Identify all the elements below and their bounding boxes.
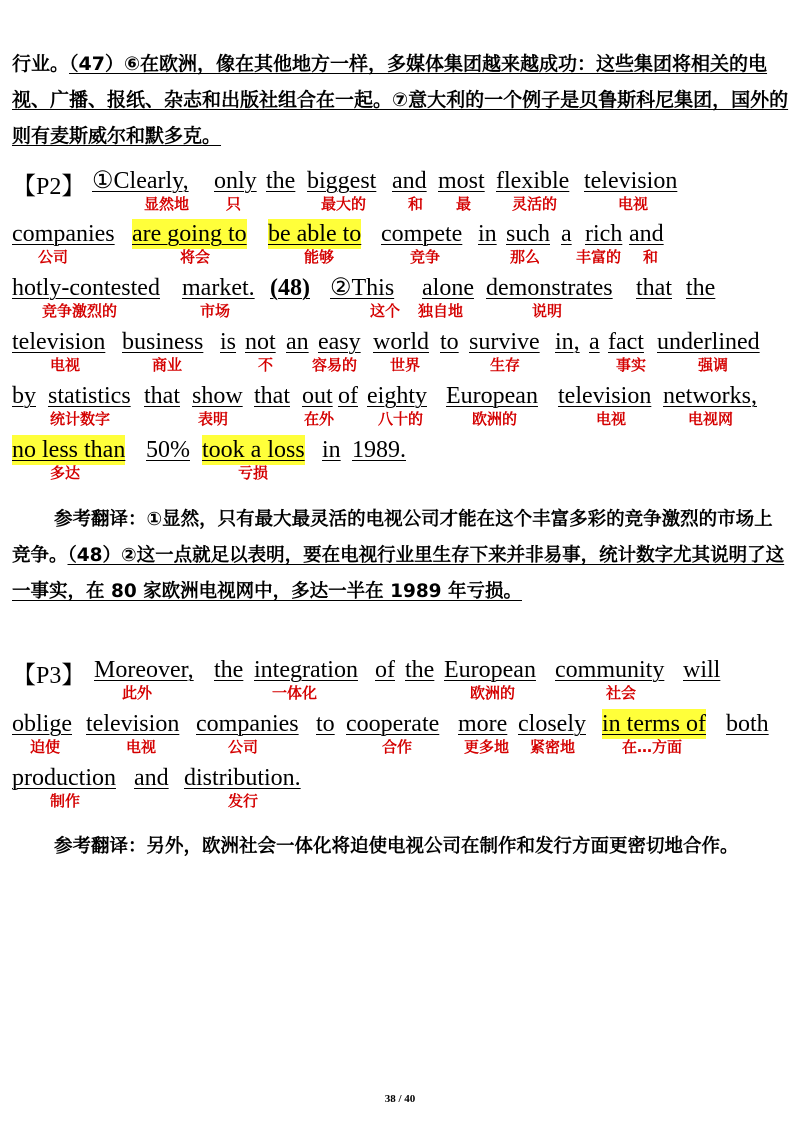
en-word: eighty xyxy=(367,383,427,409)
cn-gloss: 这个 xyxy=(370,302,401,320)
en-word: television xyxy=(12,329,106,355)
cn-gloss: 此外 xyxy=(122,684,153,702)
en-word: statistics xyxy=(48,383,131,409)
p2-line-4 xyxy=(12,327,790,381)
cn-gloss: 不 xyxy=(258,356,274,374)
cn-gloss: 独自地 xyxy=(418,302,464,320)
cn-gloss: 统计数字 xyxy=(50,410,111,428)
en-word: biggest xyxy=(307,168,377,194)
en-word: television xyxy=(584,168,678,194)
translation-label: 参考翻译： xyxy=(54,509,147,530)
en-word: of xyxy=(338,383,358,409)
p1-sentence-7: ⑦意大利的一个例子是贝鲁斯科尼集团，国外的则有麦斯威尔和默多克。 xyxy=(12,89,789,147)
p2-line-6 xyxy=(12,435,790,489)
p1-sentence-47: （47）⑥在欧洲，像在其他地方一样，多媒体集团越来越成功：这些集团将相关的电视、广播、报纸、杂志和出版社组合在一起。 xyxy=(12,53,768,111)
p3-label: 【P3】 xyxy=(12,663,86,689)
en-word: will xyxy=(683,657,721,683)
cn-gloss: 世界 xyxy=(390,356,421,374)
page-separator: / xyxy=(398,1093,402,1105)
cn-gloss: 竞争 xyxy=(410,248,441,266)
cn-gloss: 说明 xyxy=(532,302,563,320)
en-word: European xyxy=(444,657,536,683)
en-phrase-highlight: took a loss xyxy=(202,437,305,463)
cn-gloss: 生存 xyxy=(490,356,521,374)
translation-part-1: ①显然，只有最大最灵活的电视公司才能在这个丰富多彩的竞争激烈的市场上竞争。 xyxy=(12,509,773,566)
cn-gloss: 和 xyxy=(643,248,659,266)
cn-gloss: 发行 xyxy=(228,792,259,810)
p2-line-3 xyxy=(12,273,790,327)
en-word: and xyxy=(392,168,427,194)
page-number: 38 xyxy=(384,1093,396,1105)
p3-translation xyxy=(12,829,790,865)
cn-gloss: 在外 xyxy=(304,410,335,428)
cn-gloss: 灵活的 xyxy=(512,195,558,213)
en-word: is xyxy=(220,329,237,355)
en-phrase-highlight: are going to xyxy=(132,221,247,247)
cn-gloss: 公司 xyxy=(38,248,69,266)
en-word: 50% xyxy=(146,437,190,463)
en-word: show xyxy=(192,383,243,409)
en-word: in xyxy=(478,221,497,247)
en-word: out xyxy=(302,383,333,409)
cn-gloss: 竞争激烈的 xyxy=(42,302,118,320)
cn-gloss: 丰富的 xyxy=(576,248,622,266)
en-phrase-highlight: no less than xyxy=(12,437,126,463)
p2-line-2 xyxy=(12,219,790,273)
en-word: and xyxy=(629,221,664,247)
cn-gloss: 八十的 xyxy=(378,410,424,428)
en-word: business xyxy=(122,329,204,355)
cn-gloss: 事实 xyxy=(616,356,647,374)
en-word: television xyxy=(558,383,652,409)
en-word: a xyxy=(589,329,600,355)
p2-translation xyxy=(12,502,790,610)
en-word: community xyxy=(555,657,665,683)
cn-gloss: 表明 xyxy=(198,410,229,428)
en-word: cooperate xyxy=(346,711,440,737)
cn-gloss: 电视 xyxy=(126,738,157,756)
en-word: underlined xyxy=(657,329,760,355)
en-word: integration xyxy=(254,657,358,683)
en-word: world xyxy=(373,329,429,355)
en-word: to xyxy=(316,711,335,737)
en-word: companies xyxy=(196,711,299,737)
en-word: such xyxy=(506,221,550,247)
en-word: the xyxy=(266,168,296,194)
cn-gloss: 欧洲的 xyxy=(470,684,516,702)
cn-gloss: 迫使 xyxy=(30,738,61,756)
cn-gloss: 电视 xyxy=(618,195,649,213)
cn-gloss: 最大的 xyxy=(321,195,367,213)
en-word: easy xyxy=(318,329,361,355)
page-footer xyxy=(0,1093,800,1105)
en-word: flexible xyxy=(496,168,570,194)
cn-gloss: 公司 xyxy=(228,738,259,756)
en-word: to xyxy=(440,329,459,355)
p1-continuation xyxy=(12,46,790,154)
en-word: most xyxy=(438,168,485,194)
en-word: the xyxy=(405,657,435,683)
en-word: in, xyxy=(555,329,580,355)
p2-label: 【P2】 xyxy=(12,174,86,200)
translation-text: 另外，欧洲社会一体化将迫使电视公司在制作和发行方面更密切地合作。 xyxy=(146,836,739,857)
en-phrase-highlight: in terms of xyxy=(602,711,706,737)
p2-line-5 xyxy=(12,381,790,435)
en-word: European xyxy=(446,383,538,409)
en-word: only xyxy=(214,168,257,194)
en-word: both xyxy=(726,711,769,737)
cn-gloss: 合作 xyxy=(382,738,413,756)
translation-label: 参考翻译： xyxy=(54,836,147,857)
cn-gloss: 最 xyxy=(456,195,472,213)
en-word: an xyxy=(286,329,309,355)
cn-gloss: 容易的 xyxy=(312,356,358,374)
en-word: more xyxy=(458,711,508,737)
en-word: ①Clearly, xyxy=(92,168,189,194)
en-word: compete xyxy=(381,221,463,247)
cn-gloss: 电视 xyxy=(596,410,627,428)
en-word: rich xyxy=(585,221,623,247)
cn-gloss: 电视网 xyxy=(688,410,734,428)
en-word: companies xyxy=(12,221,115,247)
cn-gloss: 制作 xyxy=(50,792,81,810)
en-word: that xyxy=(636,275,672,301)
p3-line-1 xyxy=(12,655,790,709)
en-word: production xyxy=(12,765,116,791)
cn-gloss: 和 xyxy=(408,195,424,213)
en-word: that xyxy=(254,383,290,409)
en-word: the xyxy=(214,657,244,683)
cn-gloss: 能够 xyxy=(304,248,335,266)
en-word: market. xyxy=(182,275,255,301)
cn-gloss: 多达 xyxy=(50,464,81,482)
en-word: closely xyxy=(518,711,586,737)
en-word: oblige xyxy=(12,711,72,737)
cn-gloss: 将会 xyxy=(180,248,211,266)
en-word: fact xyxy=(608,329,644,355)
cn-gloss: 市场 xyxy=(200,302,231,320)
en-word: television xyxy=(86,711,180,737)
cn-gloss: 只 xyxy=(226,195,242,213)
cn-gloss: 欧洲的 xyxy=(472,410,518,428)
en-phrase-highlight: be able to xyxy=(268,221,362,247)
en-word: that xyxy=(144,383,180,409)
p3-line-2 xyxy=(12,709,790,763)
en-word: not xyxy=(245,329,276,355)
en-word: hotly-contested xyxy=(12,275,160,301)
en-word: 1989. xyxy=(352,437,406,463)
en-word: a xyxy=(561,221,572,247)
en-word: alone xyxy=(422,275,474,301)
en-word: by xyxy=(12,383,36,409)
cn-gloss: 显然地 xyxy=(144,195,190,213)
cn-gloss: 更多地 xyxy=(464,738,510,756)
p2-line-1 xyxy=(12,166,790,220)
cn-gloss: 商业 xyxy=(152,356,183,374)
en-word: and xyxy=(134,765,169,791)
cn-gloss: 社会 xyxy=(606,684,637,702)
en-word: networks, xyxy=(663,383,757,409)
page-total: 40 xyxy=(404,1093,416,1105)
en-word: in xyxy=(322,437,341,463)
cn-gloss: 在…方面 xyxy=(622,738,683,756)
cn-gloss: 强调 xyxy=(698,356,729,374)
en-word: distribution. xyxy=(184,765,301,791)
p1-lead: 行业。 xyxy=(12,53,70,75)
en-word: of xyxy=(375,657,395,683)
translation-part-48: （48）②这一点就足以表明，要在电视行业里生存下来并非易事，统计数字尤其说明了这一事实，在 80 家欧洲电视网中，多达一半在 1989 年亏损。 xyxy=(12,545,785,602)
en-word: Moreover, xyxy=(94,657,194,683)
en-word: survive xyxy=(469,329,540,355)
cn-gloss: 紧密地 xyxy=(530,738,576,756)
en-word: demonstrates xyxy=(486,275,613,301)
cn-gloss: 那么 xyxy=(510,248,541,266)
cn-gloss: 亏损 xyxy=(238,464,269,482)
cn-gloss: 一体化 xyxy=(272,684,318,702)
cn-gloss: 电视 xyxy=(50,356,81,374)
p3-line-3 xyxy=(12,763,790,817)
en-word: the xyxy=(686,275,716,301)
en-word: ②This xyxy=(330,275,395,301)
en-question-number: (48) xyxy=(270,275,310,301)
